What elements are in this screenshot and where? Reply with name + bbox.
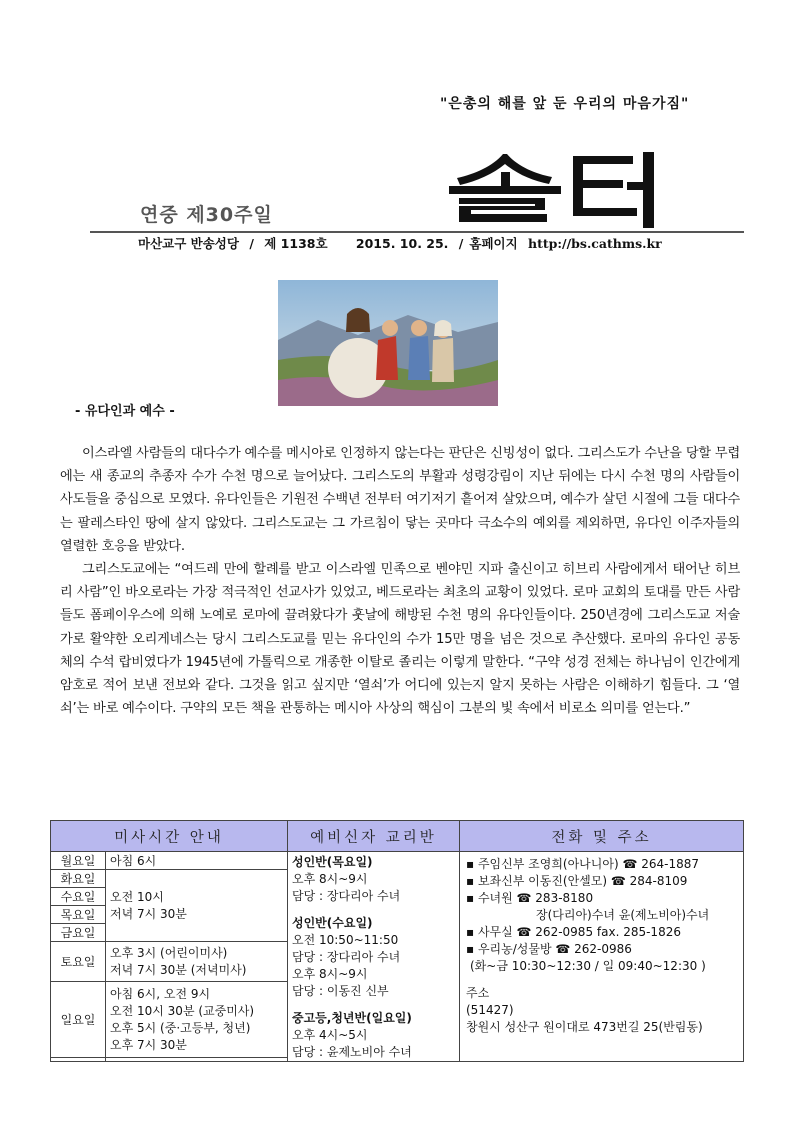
address-label: 주소 <box>466 986 490 1000</box>
weekday-time: 오전 10시 <box>110 889 164 904</box>
separator: / <box>249 236 254 251</box>
contact-sisters: ▪ 수녀원 ☎ 283-8180 <box>466 891 594 905</box>
class-title: 중고등,청년반(일요일) <box>292 1011 412 1025</box>
class-title: 성인반(수요일) <box>292 916 373 930</box>
day-friday: 금요일 <box>51 924 106 942</box>
spacer-cell <box>106 1058 288 1062</box>
article-paragraph: 이스라엘 사람들의 대다수가 예수를 메시아로 인정하지 않는다는 판단은 신빙성이 없다. 그리스도가 수난을 당할 무렵에는 새 종교의 추종자 수가 수천 명으로 늘어났다. 그리스도의 부활과 성령강림이 지난 뒤에는 다시 수천 명의 사람들이 사도들을 중심으로 모였다. 유다인들은 기원전 수백년 전부터 여기저기 흩어져 살았으며, 예수가 살던 시절에 그들 대다수는 팔레스타인 땅에 살지 않았다. 그리스도교는 그 가르침이 닿는 곳마다 극소수의 예외를 제외하면, 유다인 이주자들의 열렬한 호응을 받았다. <box>60 446 740 554</box>
article-body <box>60 442 740 720</box>
class-leader: 담당 : 장다리아 수녀 <box>292 950 401 964</box>
saturday-time: 오후 3시 (어린이미사) <box>110 945 228 960</box>
mass-times-header: 미사시간 안내 <box>51 821 288 852</box>
jesus-with-children-image <box>278 280 498 406</box>
class-time: 오후 8시~9시 <box>292 967 368 981</box>
postcode: (51427) <box>466 1003 514 1017</box>
contact-office: ▪ 사무실 ☎ 262-0985 fax. 285-1826 <box>466 925 681 939</box>
class-leader: 담당 : 이동진 신부 <box>292 984 389 998</box>
monday-time: 아침 6시 <box>106 852 288 870</box>
catechism-cell <box>288 852 460 1062</box>
issue-date: 2015. 10. 25. <box>355 236 449 251</box>
parish-info-table <box>50 820 744 1062</box>
day-wednesday: 수요일 <box>51 888 106 906</box>
contact-hours: (화~금 10:30~12:30 / 일 09:40~12:30 ) <box>470 959 706 973</box>
contact-sisters-names: 장(다리아)수녀 윤(제노비아)수녀 <box>536 908 710 922</box>
motto: "은총의 해를 앞 둔 우리의 마음가짐" <box>440 96 690 112</box>
weekday-times <box>106 870 288 942</box>
weekday-time: 저녁 7시 30분 <box>110 906 187 921</box>
homepage-label: 홈페이지 <box>469 236 518 251</box>
catechism-header: 예비신자 교리반 <box>288 821 460 852</box>
class-leader: 담당 : 장다리아 수녀 <box>292 889 401 903</box>
class-time: 오후 8시~9시 <box>292 872 368 886</box>
separator: / <box>458 236 464 251</box>
day-monday: 월요일 <box>51 852 106 870</box>
sunday-time: 오전 10시 30분 (교중미사) <box>110 1003 255 1018</box>
day-thursday: 목요일 <box>51 906 106 924</box>
contact-cell <box>460 852 744 1062</box>
saturday-times <box>106 942 288 982</box>
spacer-cell <box>51 1058 106 1062</box>
article-paragraph: 그리스도교에는 “여드레 만에 할례를 받고 이스라엘 민족으로 벤야민 지파 출신이고 히브리 사람에게서 태어난 히브리 사람”인 바오로라는 가장 적극적인 선교사가 있었고, 베드로라는 최초의 교황이 있었다. 로마 교회의 토대를 만든 사람들도 폼페이우스에 의해 노예로 로마에 끌려왔다가 훗날에 해방된 수천 명의 유다인들이다. 250년경에 그리스도교 저술가로 활약한 오리게네스는 당시 그리스도교를 믿는 유다인의 수가 15만 명을 넘은 것으로 추산했다. 로마의 유다인 공동체의 수석 랍비였다가 1945년에 가톨릭으로 개종한 이탈로 졸리는 이렇게 말한다. “구약 성경 전체는 하나님이 인간에게 암호로 적어 보낸 전보와 같다. 그것을 읽고 싶지만 ‘열쇠’가 어디에 있는지 알지 못하는 사람은 이해하기 힘들다. 그 ‘열쇠’는 바로 예수이다. 구약의 모든 책을 관통하는 메시아 사상의 핵심이 그분의 빛 속에서 비로소 의미를 얻는다.” <box>60 562 740 717</box>
class-leader: 담당 : 윤제노비아 수녀 <box>292 1045 412 1059</box>
saturday-time: 저녁 7시 30분 (저녁미사) <box>110 962 247 977</box>
issue-info-line <box>138 234 668 252</box>
sunday-time: 오후 5시 (중·고등부, 청년) <box>110 1020 251 1035</box>
class-title: 성인반(목요일) <box>292 855 373 869</box>
class-time: 오후 4시~5시 <box>292 1028 368 1042</box>
day-saturday: 토요일 <box>51 942 106 982</box>
homepage-link[interactable]: http://bs.cathms.kr <box>528 236 662 251</box>
contact-pastor: ▪ 주임신부 조영희(아나니아) ☎ 264-1887 <box>466 857 699 871</box>
contact-header: 전화 및 주소 <box>460 821 744 852</box>
liturgical-week: 연중 제30주일 <box>140 204 273 226</box>
sunday-times <box>106 982 288 1058</box>
issue-number: 제 1138호 <box>264 236 328 251</box>
parish-name: 마산교구 반송성당 <box>138 236 239 251</box>
class-time: 오전 10:50~11:50 <box>292 933 399 947</box>
day-tuesday: 화요일 <box>51 870 106 888</box>
sunday-time: 아침 6시, 오전 9시 <box>110 986 211 1001</box>
day-sunday: 일요일 <box>51 982 106 1058</box>
masthead-logo <box>445 150 685 230</box>
address: 창원시 성산구 원이대로 473번길 25(반림동) <box>466 1020 703 1034</box>
article-caption: - 유다인과 예수 - <box>75 404 175 419</box>
sunday-time: 오후 7시 30분 <box>110 1037 187 1052</box>
contact-assistant: ▪ 보좌신부 이동진(안셀모) ☎ 284-8109 <box>466 874 688 888</box>
header-rule <box>90 231 744 233</box>
contact-shop: ▪ 우리농/성물방 ☎ 262-0986 <box>466 942 632 956</box>
